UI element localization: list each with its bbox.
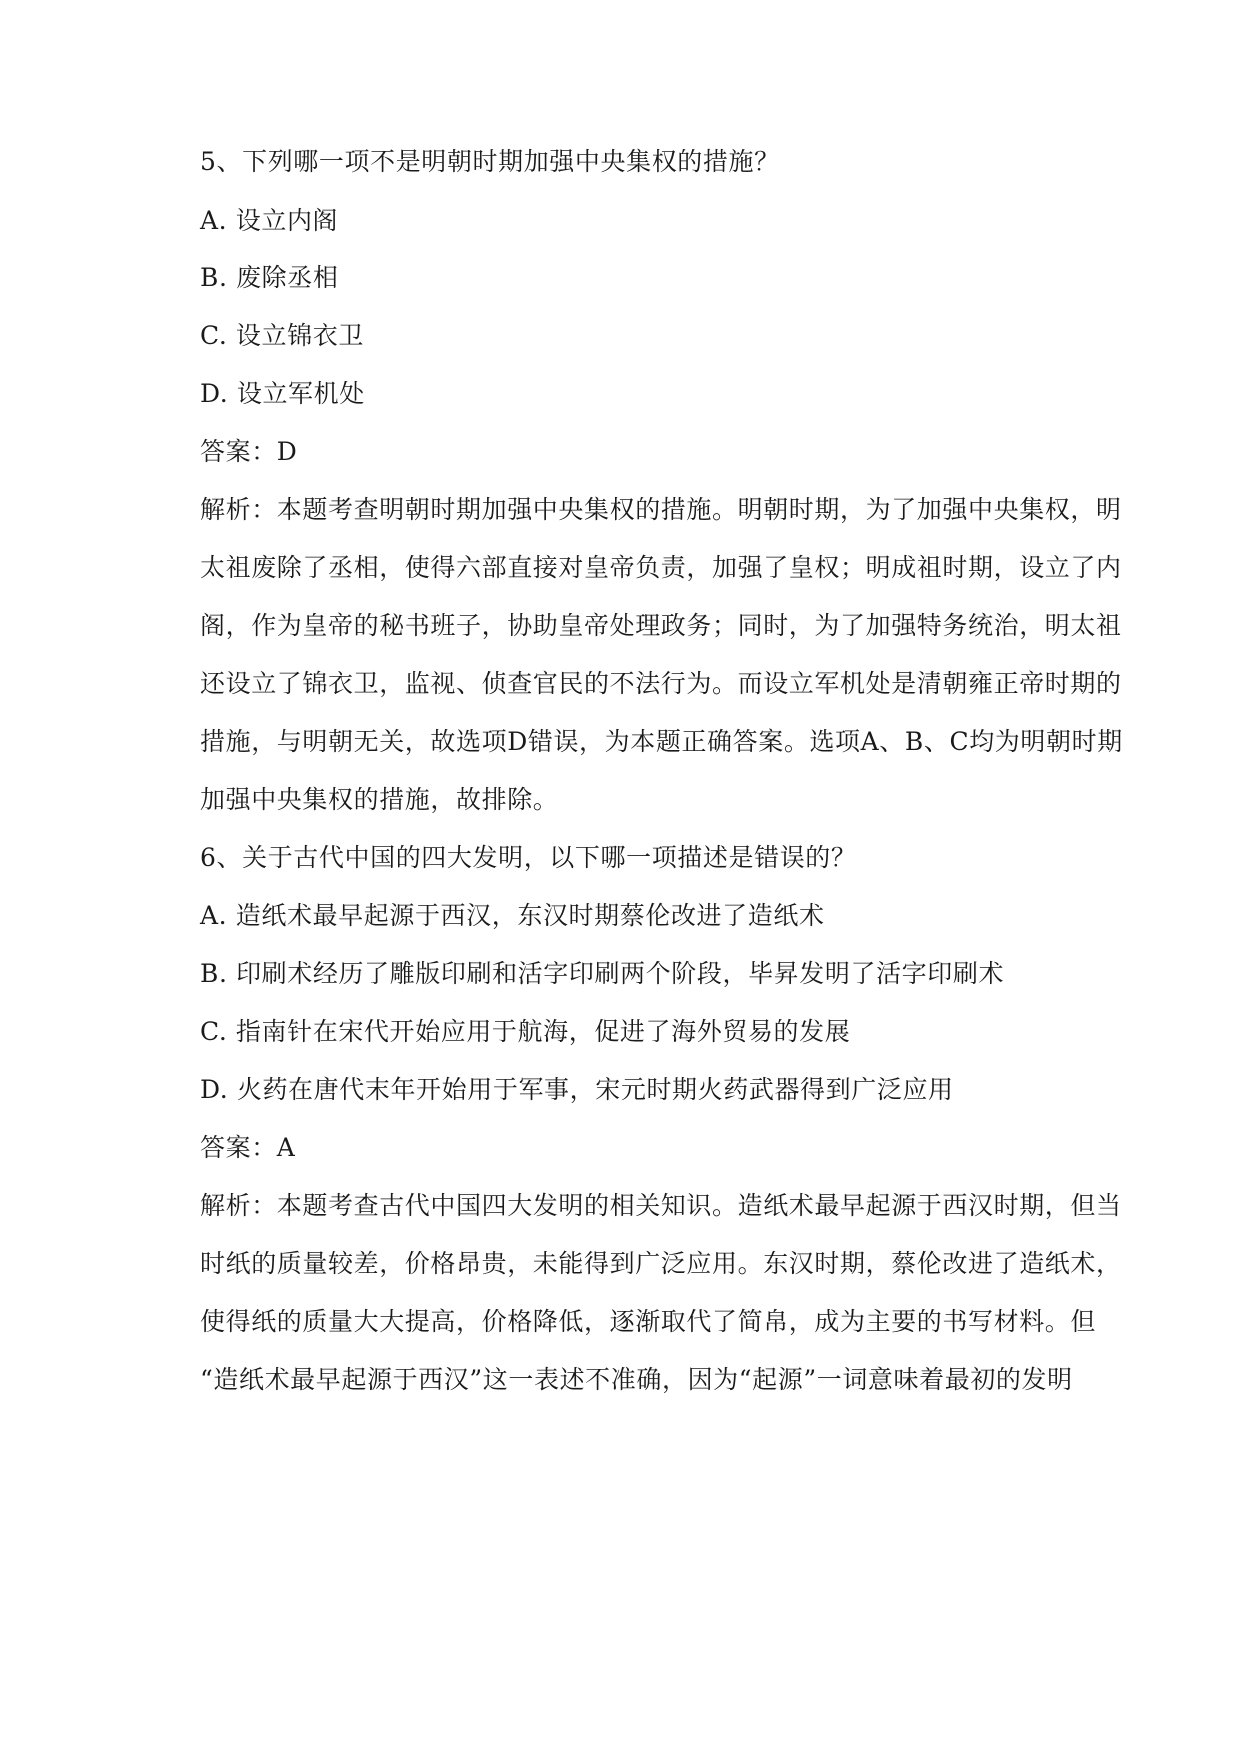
question-5-answer: 答案：D xyxy=(200,437,298,466)
question-6-option-c: C. 指南针在宋代开始应用于航海，促进了海外贸易的发展 xyxy=(200,1017,851,1046)
question-5-analysis-line: 阁，作为皇帝的秘书班子，协助皇帝处理政务；同时，为了加强特务统治，明太祖 xyxy=(200,611,1122,640)
question-5-analysis-line: 还设立了锦衣卫，监视、侦查官民的不法行为。而设立军机处是清朝雍正帝时期的 xyxy=(200,669,1122,698)
question-5-option-a: A. 设立内阁 xyxy=(200,206,339,235)
question-5-analysis-line: 解析：本题考查明朝时期加强中央集权的措施。明朝时期，为了加强中央集权，明 xyxy=(200,495,1122,524)
question-6-option-d: D. 火药在唐代末年开始用于军事，宋元时期火药武器得到广泛应用 xyxy=(200,1075,954,1104)
question-6-option-a: A. 造纸术最早起源于西汉，东汉时期蔡伦改进了造纸术 xyxy=(200,901,825,930)
question-6-analysis-line: 时纸的质量较差，价格昂贵，未能得到广泛应用。东汉时期，蔡伦改进了造纸术， xyxy=(200,1249,1122,1278)
question-6-analysis-line: 解析：本题考查古代中国四大发明的相关知识。造纸术最早起源于西汉时期，但当 xyxy=(200,1191,1122,1220)
question-5-analysis-line: 太祖废除了丞相，使得六部直接对皇帝负责，加强了皇权；明成祖时期，设立了内 xyxy=(200,553,1122,582)
question-6-analysis-line: 使得纸的质量大大提高，价格降低，逐渐取代了简帛，成为主要的书写材料。但 xyxy=(200,1307,1097,1336)
question-5-option-d: D. 设立军机处 xyxy=(200,379,365,408)
question-6-option-b: B. 印刷术经历了雕版印刷和活字印刷两个阶段，毕昇发明了活字印刷术 xyxy=(200,959,1005,988)
question-6-answer: 答案：A xyxy=(200,1133,296,1162)
question-5-analysis-line: 加强中央集权的措施，故排除。 xyxy=(200,785,559,814)
question-6-analysis-line: “造纸术最早起源于西汉”这一表述不准确，因为“起源”一词意味着最初的发明 xyxy=(200,1365,1073,1394)
question-5-stem: 5、下列哪一项不是明朝时期加强中央集权的措施？ xyxy=(200,147,780,176)
question-5-option-b: B. 废除丞相 xyxy=(200,263,339,292)
question-6-stem: 6、关于古代中国的四大发明，以下哪一项描述是错误的？ xyxy=(200,843,857,872)
question-5-analysis-line: 措施，与明朝无关，故选项D错误，为本题正确答案。选项A、B、C均为明朝时期 xyxy=(200,727,1123,756)
question-5-option-c: C. 设立锦衣卫 xyxy=(200,321,364,350)
